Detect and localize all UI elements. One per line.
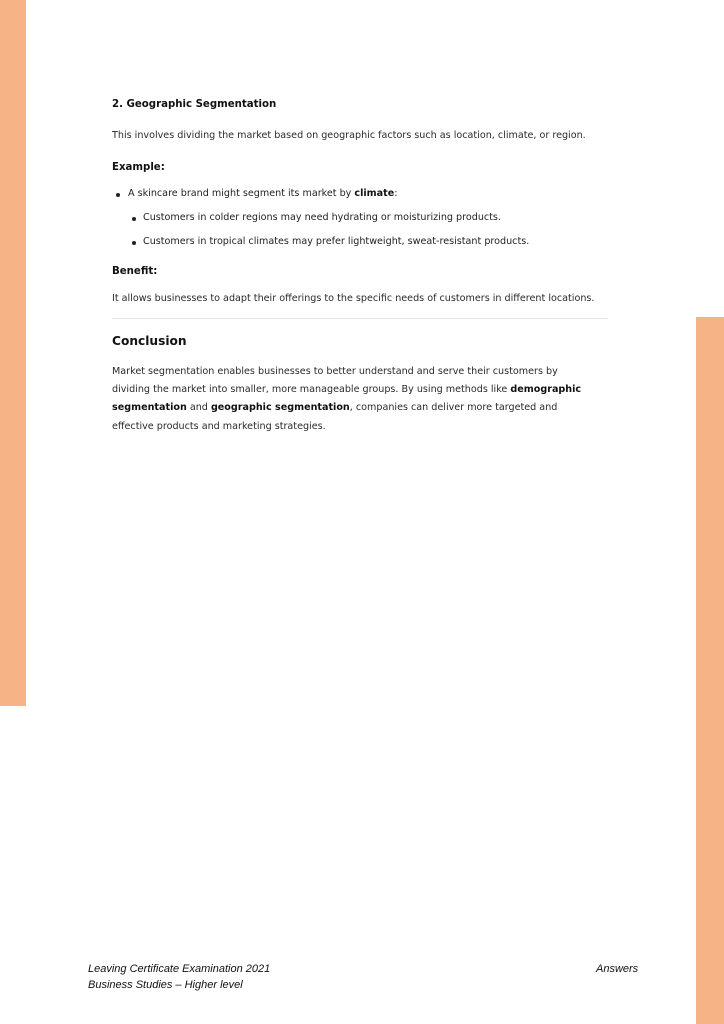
- benefit-label: Benefit:: [112, 266, 158, 278]
- conclusion-bold: geographic segmentation: [210, 402, 350, 414]
- list-item: [112, 187, 608, 249]
- bullet-colon: :: [394, 188, 398, 200]
- list-item: Customers in colder regions may need hydrating or moisturizing products.: [128, 211, 608, 225]
- list-item: Customers in tropical climates may prefer lightweight, sweat-resistant products.: [128, 235, 608, 249]
- benefit-text: It allows businesses to adapt their offerings to the specific needs of customers in different locations.: [112, 292, 595, 304]
- conclusion-bold: demographic segmentation: [112, 383, 582, 414]
- conclusion-heading: Conclusion: [112, 333, 187, 348]
- conclusion-text-part: , companies can deliver more targeted and effective products and marketing strategies.: [112, 402, 558, 432]
- conclusion-text-part: and: [186, 402, 211, 414]
- divider: [112, 318, 608, 319]
- left-accent-bar: [0, 0, 26, 706]
- conclusion-text-part: Market segmentation enables businesses to better understand and serve their customers by dividing the market into smaller, more manageable groups. By using methods like: [112, 365, 558, 395]
- conclusion-text: [112, 363, 596, 437]
- bullet-bold: climate: [354, 188, 395, 200]
- example-label: Example:: [112, 161, 165, 173]
- footer-line: Business Studies – Higher level: [88, 978, 243, 991]
- example-list: [112, 187, 608, 249]
- footer-answers-label: Answers: [596, 963, 639, 975]
- footer-exam-info: [88, 962, 270, 994]
- bullet-text: A skincare brand might segment its market by: [128, 188, 355, 200]
- answer-content: [112, 98, 608, 436]
- sub-list: [128, 211, 608, 249]
- section-intro: This involves dividing the market based on geographic factors such as location, climate, or region.: [112, 129, 586, 141]
- footer-line: Leaving Certificate Examination 2021: [88, 963, 271, 975]
- section-heading: 2. Geographic Segmentation: [112, 99, 277, 110]
- right-accent-bar: [696, 317, 724, 1024]
